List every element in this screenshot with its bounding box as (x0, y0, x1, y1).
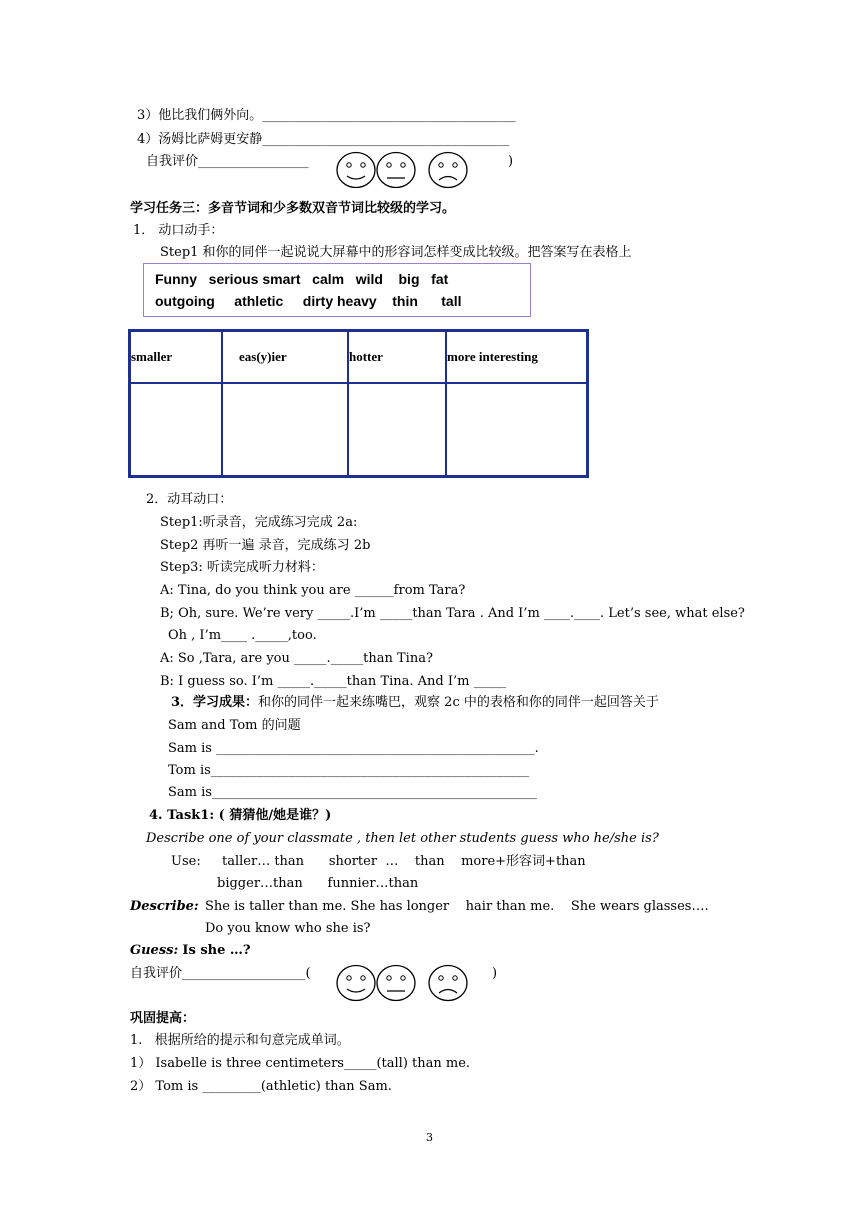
dialogue-a1: A: Tina, do you think you are ______from Tara? (160, 583, 466, 598)
sam-answer-1: Sam is _________________________________________________. (168, 741, 539, 756)
section-1-heading: 1． 动口动手： (133, 223, 224, 238)
section-2-step3: Step3: 听读完成听力材料： (160, 560, 324, 575)
table-cell[interactable] (222, 383, 348, 477)
consolidate-item-2: 2） Tom is _________(athletic) than Sam. (130, 1079, 392, 1094)
table-cell[interactable] (130, 383, 223, 477)
question-4: 4）汤姆比萨姆更安静______________________________________ (137, 132, 510, 147)
section-3-label: 3．学习成果： (171, 695, 259, 710)
section-2-heading: 2．动耳动口： (146, 492, 233, 507)
smiling-face-icon (336, 964, 376, 1002)
guess-text: Is she …? (182, 943, 251, 958)
page-number: 3 (426, 1131, 433, 1144)
consolidate-instruction: 1. 根据所给的提示和句意完成单词。 (130, 1033, 350, 1048)
self-evaluation-2: 自我评价___________________( (130, 966, 311, 981)
smiling-face-icon (336, 151, 376, 189)
consolidate-heading: 巩固提高： (130, 1011, 196, 1026)
guess-line (130, 942, 251, 959)
table-header: more interesting (446, 331, 588, 383)
guess-label: Guess: (130, 943, 179, 958)
question-3: 3）他比我们俩外向。_______________________________________ (137, 108, 516, 123)
table-header: hotter (348, 331, 446, 383)
neutral-face-icon (376, 964, 416, 1002)
table-header: eas(y)ier (222, 331, 348, 383)
self-evaluation-2-close: ) (492, 966, 498, 981)
section-1-step1: Step1 和你的同伴一起说说大屏幕中的形容词怎样变成比较级。把答案写在表格上 (160, 245, 632, 260)
self-evaluation-1-close: ) (508, 154, 514, 169)
table-cell[interactable] (446, 383, 588, 477)
comparative-table (128, 329, 589, 478)
neutral-face-icon (376, 151, 416, 189)
section-2-step2: Step2 再听一遍 录音，完成练习 2b (160, 538, 371, 553)
dialogue-b1: B; Oh, sure. We’re very _____.I’m _____than Tara . And I’m ____.____. Let’s see, what else? (160, 606, 745, 621)
consolidate-item-1: 1） Isabelle is three centimeters_____(tall) than me. (130, 1056, 471, 1071)
sam-answer-2: Sam is__________________________________________________ (168, 785, 537, 800)
section-3-heading (171, 694, 659, 711)
word-box-row-2: outgoing athletic dirty heavy thin tall (155, 293, 462, 309)
task1-title: 4. Task1: ( 猜猜他/她是谁？) (149, 808, 332, 823)
self-evaluation-1: 自我评价_________________ (146, 154, 309, 169)
section-2-step1: Step1:听录音，完成练习完成 2a: (160, 515, 358, 530)
sad-face-icon (428, 151, 468, 189)
sad-face-icon (428, 964, 468, 1002)
task1-description: Describe one of your classmate , then let other students guess who he/she is? (146, 831, 659, 846)
word-box-row-1: Funny serious smart calm wild big fat (155, 271, 449, 287)
use-phrases-2: bigger…than funnier…than (217, 876, 419, 891)
describe-label: Describe: (130, 899, 199, 914)
word-box (143, 263, 531, 317)
dialogue-b1-cont: Oh , I’m____ ._____,too. (168, 628, 317, 643)
use-phrases-1: taller… than shorter … than more+形容词+than (222, 854, 586, 869)
section-3-text-2: Sam and Tom 的问题 (168, 718, 301, 733)
describe-text: She is taller than me. She has longer hair than me. She wears glasses…. (205, 899, 709, 914)
section-3-text: 和你的同伴一起来练嘴巴，观察 2c 中的表格和你的同伴一起回答关于 (258, 695, 659, 710)
dialogue-a2: A: So ,Tara, are you _____._____than Tina? (160, 651, 433, 666)
tom-answer: Tom is_________________________________________________ (168, 763, 530, 778)
describe-text-2: Do you know who she is? (205, 921, 371, 936)
task3-title: 学习任务三：多音节词和少多数双音节词比较级的学习。 (130, 201, 456, 216)
dialogue-b2: B: I guess so. I’m _____._____than Tina. And I’m _____ (160, 674, 507, 689)
use-label: Use: (171, 854, 201, 869)
table-header: smaller (130, 331, 223, 383)
table-cell[interactable] (348, 383, 446, 477)
